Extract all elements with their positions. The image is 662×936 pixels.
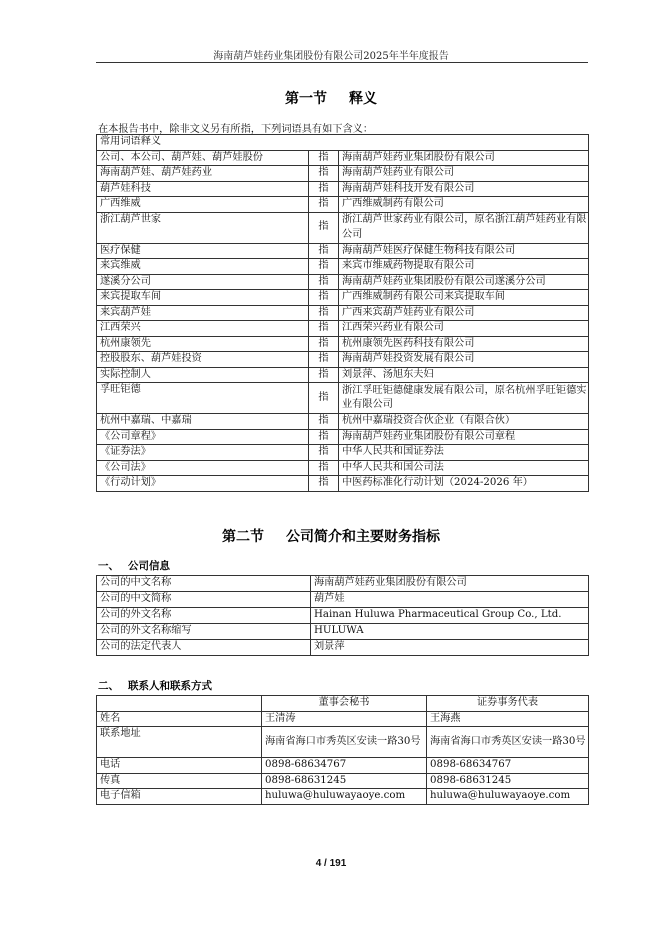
glossary-separator: 指	[309, 197, 339, 213]
company-info-label: 公司的外文名称	[97, 608, 311, 624]
glossary-term: 葫芦娃科技	[97, 181, 309, 197]
glossary-definition: 广西维威制药有限公司来宾提取车间	[339, 290, 589, 306]
company-info-heading	[98, 558, 170, 573]
contact-rep-value: huluwa@huluwayaoye.com	[427, 789, 589, 805]
glossary-row	[97, 274, 589, 290]
company-info-row	[97, 576, 589, 592]
section2-title-text: 公司简介和主要财务指标	[286, 529, 440, 545]
glossary-term: 实际控制人	[97, 367, 309, 383]
glossary-row	[97, 197, 589, 213]
glossary-separator: 指	[309, 352, 339, 368]
glossary-term: 江西荣兴	[97, 321, 309, 337]
contact-row	[97, 711, 589, 727]
contact-header-rep: 证券事务代表	[427, 696, 589, 712]
glossary-term: 浙江葫芦世家	[97, 212, 309, 243]
glossary-separator: 指	[309, 321, 339, 337]
glossary-term: 广西维威	[97, 197, 309, 213]
glossary-separator: 指	[309, 414, 339, 430]
glossary-definition: 浙江孚旺钜德健康发展有限公司，原名杭州孚旺钜德实业有限公司	[339, 383, 589, 414]
glossary-definition: 江西荣兴药业有限公司	[339, 321, 589, 337]
glossary-separator: 指	[309, 259, 339, 275]
glossary-term: 杭州中嘉瑞、中嘉瑞	[97, 414, 309, 430]
section1-title	[0, 88, 662, 108]
contact-rep-value: 0898-68631245	[427, 773, 589, 789]
glossary-caption: 常用词语释义	[97, 135, 589, 151]
company-info-row	[97, 640, 589, 656]
contact-label: 传真	[97, 773, 262, 789]
company-info-value: 刘景萍	[311, 640, 589, 656]
glossary-separator: 指	[309, 290, 339, 306]
contact-header-blank	[97, 696, 262, 712]
glossary-row	[97, 181, 589, 197]
glossary-row	[97, 321, 589, 337]
company-info-label: 公司的法定代表人	[97, 640, 311, 656]
glossary-row	[97, 259, 589, 275]
glossary-row	[97, 460, 589, 476]
section2-title	[0, 526, 662, 546]
glossary-definition: 海南葫芦娃科技开发有限公司	[339, 181, 589, 197]
glossary-definition: 海南葫芦娃药业集团股份有限公司章程	[339, 429, 589, 445]
glossary-term: 《公司法》	[97, 460, 309, 476]
section1-number: 第一节	[285, 91, 327, 107]
contact-label: 联系地址	[97, 727, 262, 758]
contact-header-secretary: 董事会秘书	[262, 696, 427, 712]
glossary-row	[97, 352, 589, 368]
header-rule	[96, 62, 588, 63]
glossary-term: 海南葫芦娃、葫芦娃药业	[97, 166, 309, 182]
page-header: 海南葫芦娃药业集团股份有限公司2025年半年度报告	[213, 51, 449, 62]
company-info-row	[97, 624, 589, 640]
company-info-heading-num: 一、	[98, 560, 119, 572]
glossary-row	[97, 336, 589, 352]
glossary-definition: 中华人民共和国公司法	[339, 460, 589, 476]
company-info-row	[97, 592, 589, 608]
glossary-definition: 杭州中嘉瑞投资合伙企业（有限合伙）	[339, 414, 589, 430]
contact-secretary-value: 海南省海口市秀英区安读一路30号	[262, 727, 427, 758]
contact-row	[97, 758, 589, 774]
glossary-row	[97, 212, 589, 243]
contact-heading-num: 二、	[98, 680, 119, 692]
glossary-row	[97, 367, 589, 383]
contact-secretary-value: huluwa@huluwayaoye.com	[262, 789, 427, 805]
contact-heading-text: 联系人和联系方式	[128, 680, 212, 692]
glossary-row	[97, 445, 589, 461]
glossary-definition: 来宾市维威药物提取有限公司	[339, 259, 589, 275]
section2-number: 第二节	[222, 529, 264, 545]
contact-label: 姓名	[97, 711, 262, 727]
glossary-term: 医疗保健	[97, 243, 309, 259]
glossary-term: 《行动计划》	[97, 476, 309, 492]
contact-secretary-value: 0898-68631245	[262, 773, 427, 789]
contact-secretary-value: 0898-68634767	[262, 758, 427, 774]
contact-label: 电话	[97, 758, 262, 774]
glossary-term: 《证券法》	[97, 445, 309, 461]
glossary-definition: 海南葫芦娃药业集团股份有限公司	[339, 150, 589, 166]
glossary-row	[97, 429, 589, 445]
glossary-separator: 指	[309, 243, 339, 259]
contact-label: 电子信箱	[97, 789, 262, 805]
company-info-table	[96, 575, 589, 656]
glossary-separator: 指	[309, 445, 339, 461]
glossary-term: 公司、本公司、葫芦娃、葫芦娃股份	[97, 150, 309, 166]
glossary-definition: 中医药标准化行动计划（2024-2026 年）	[339, 476, 589, 492]
glossary-separator: 指	[309, 476, 339, 492]
glossary-separator: 指	[309, 212, 339, 243]
glossary-definition: 广西维威制药有限公司	[339, 197, 589, 213]
glossary-definition: 海南葫芦娃医疗保健生物科技有限公司	[339, 243, 589, 259]
glossary-definition: 海南葫芦娃药业集团股份有限公司遂溪分公司	[339, 274, 589, 290]
glossary-separator: 指	[309, 274, 339, 290]
company-info-label: 公司的中文简称	[97, 592, 311, 608]
company-info-value: Hainan Huluwa Pharmaceutical Group Co., Ltd.	[311, 608, 589, 624]
company-info-row	[97, 608, 589, 624]
contact-heading	[98, 678, 212, 693]
glossary-definition: 广西来宾葫芦娃药业有限公司	[339, 305, 589, 321]
glossary-definition: 浙江葫芦世家药业有限公司，原名浙江葫芦娃药业有限公司	[339, 212, 589, 243]
glossary-row	[97, 414, 589, 430]
glossary-separator: 指	[309, 305, 339, 321]
glossary-definition: 刘景萍、汤旭东夫妇	[339, 367, 589, 383]
glossary-separator: 指	[309, 367, 339, 383]
contact-rep-value: 0898-68634767	[427, 758, 589, 774]
glossary-term: 来宾葫芦娃	[97, 305, 309, 321]
glossary-row	[97, 150, 589, 166]
glossary-separator: 指	[309, 383, 339, 414]
glossary-row	[97, 166, 589, 182]
page-number: 4 / 191	[315, 858, 347, 869]
glossary-separator: 指	[309, 150, 339, 166]
glossary-table	[96, 134, 589, 492]
glossary-definition: 杭州康领先医药科技有限公司	[339, 336, 589, 352]
contact-rep-value: 海南省海口市秀英区安读一路30号	[427, 727, 589, 758]
glossary-row	[97, 290, 589, 306]
glossary-separator: 指	[309, 181, 339, 197]
glossary-term: 控股股东、葫芦娃投资	[97, 352, 309, 368]
company-info-label: 公司的中文名称	[97, 576, 311, 592]
glossary-separator: 指	[309, 166, 339, 182]
glossary-term: 杭州康领先	[97, 336, 309, 352]
glossary-definition: 中华人民共和国证券法	[339, 445, 589, 461]
glossary-term: 孚旺钜德	[97, 383, 309, 414]
contact-row	[97, 773, 589, 789]
glossary-term: 遂溪分公司	[97, 274, 309, 290]
contact-rep-value: 王海燕	[427, 711, 589, 727]
glossary-row	[97, 243, 589, 259]
glossary-definition: 海南葫芦娃投资发展有限公司	[339, 352, 589, 368]
glossary-term: 来宾提取车间	[97, 290, 309, 306]
glossary-row	[97, 305, 589, 321]
glossary-separator: 指	[309, 429, 339, 445]
glossary-definition: 海南葫芦娃药业有限公司	[339, 166, 589, 182]
company-info-value: HULUWA	[311, 624, 589, 640]
glossary-row	[97, 476, 589, 492]
contact-secretary-value: 王清涛	[262, 711, 427, 727]
company-info-value: 葫芦娃	[311, 592, 589, 608]
contact-row	[97, 789, 589, 805]
glossary-separator: 指	[309, 460, 339, 476]
section1-title-text: 释义	[349, 91, 377, 107]
company-info-heading-text: 公司信息	[128, 560, 170, 572]
company-info-value: 海南葫芦娃药业集团股份有限公司	[311, 576, 589, 592]
glossary-term: 来宾维威	[97, 259, 309, 275]
glossary-row	[97, 383, 589, 414]
company-info-label: 公司的外文名称缩写	[97, 624, 311, 640]
glossary-separator: 指	[309, 336, 339, 352]
contact-row	[97, 727, 589, 758]
glossary-intro: 在本报告书中，除非文义另有所指，下列词语具有如下含义：	[98, 124, 374, 135]
contact-table	[96, 695, 589, 805]
glossary-term: 《公司章程》	[97, 429, 309, 445]
